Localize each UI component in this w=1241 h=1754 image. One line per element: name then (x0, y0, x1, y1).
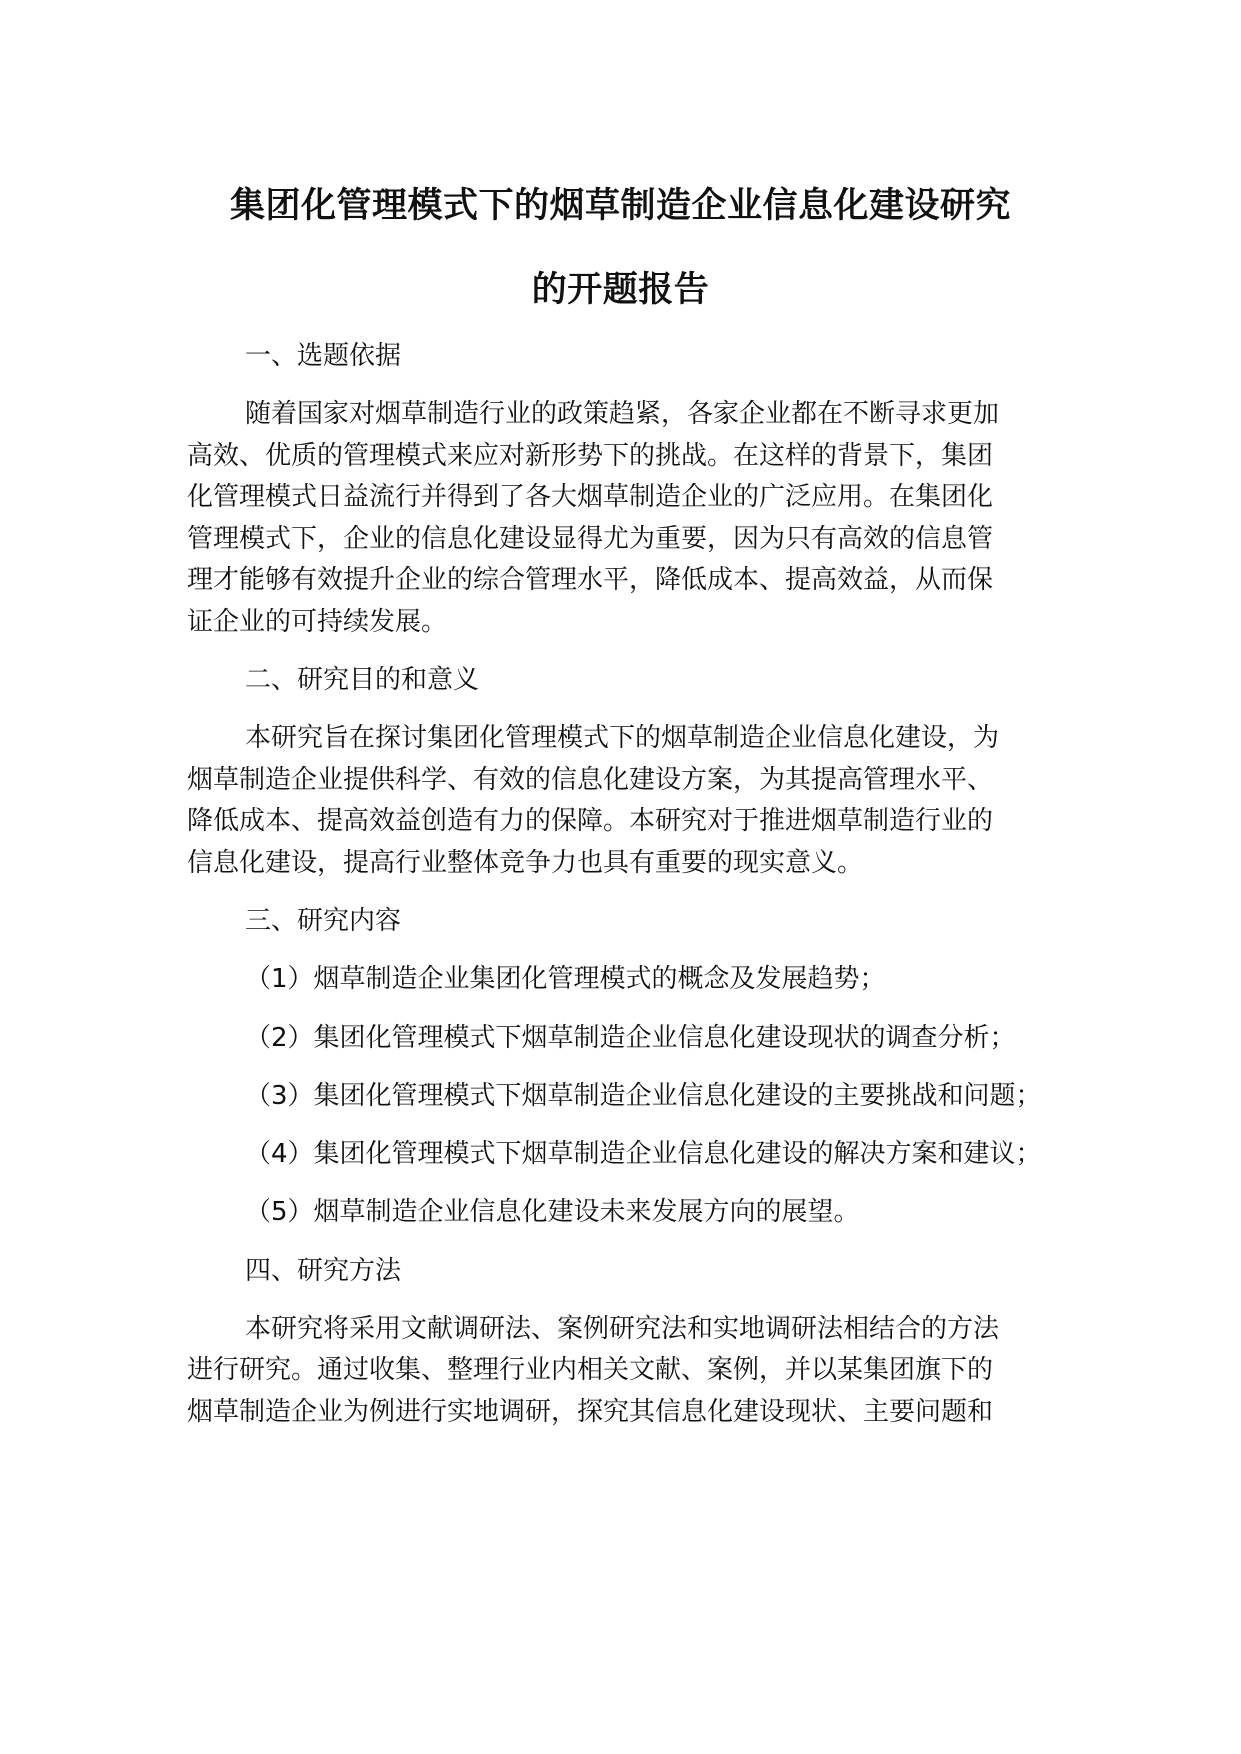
section-1-line: 理才能够有效提升企业的综合管理水平，降低成本、提高效益，从而保 (187, 565, 994, 595)
research-content-item: （1）烟草制造企业集团化管理模式的概念及发展趋势； (245, 964, 886, 994)
document-title-line-2: 的开题报告 (531, 270, 710, 310)
section-1-line: 化管理模式日益流行并得到了各大烟草制造企业的广泛应用。在集团化 (187, 482, 994, 512)
section-1-line: 随着国家对烟草制造行业的政策趋紧，各家企业都在不断寻求更加 (245, 399, 1000, 429)
section-2-line: 本研究旨在探讨集团化管理模式下的烟草制造企业信息化建设，为 (245, 723, 1000, 753)
document-title-line-1: 集团化管理模式下的烟草制造企业信息化建设研究 (229, 186, 1011, 226)
section-2-heading: 二、研究目的和意义 (245, 665, 480, 695)
section-4-line: 进行研究。通过收集、整理行业内相关文献、案例，并以某集团旗下的 (187, 1355, 994, 1385)
section-2-line: 烟草制造企业提供科学、有效的信息化建设方案，为其提高管理水平、 (187, 765, 994, 795)
research-content-item: （5）烟草制造企业信息化建设未来发展方向的展望。 (245, 1197, 860, 1227)
section-4-line: 烟草制造企业为例进行实地调研，探究其信息化建设现状、主要问题和 (187, 1397, 994, 1427)
section-2-line: 信息化建设，提高行业整体竞争力也具有重要的现实意义。 (187, 848, 864, 878)
section-1-line: 管理模式下，企业的信息化建设显得尤为重要，因为只有高效的信息管 (187, 524, 994, 554)
section-2-line: 降低成本、提高效益创造有力的保障。本研究对于推进烟草制造行业的 (187, 806, 994, 836)
research-content-item: （3）集团化管理模式下烟草制造企业信息化建设的主要挑战和问题； (245, 1081, 1042, 1111)
section-4-heading: 四、研究方法 (245, 1256, 402, 1286)
section-1-line: 高效、优质的管理模式来应对新形势下的挑战。在这样的背景下，集团 (187, 441, 994, 471)
section-1-heading: 一、选题依据 (245, 341, 402, 371)
research-content-item: （2）集团化管理模式下烟草制造企业信息化建设现状的调查分析； (245, 1023, 1016, 1053)
research-content-item: （4）集团化管理模式下烟草制造企业信息化建设的解决方案和建议； (245, 1139, 1042, 1169)
section-4-line: 本研究将采用文献调研法、案例研究法和实地调研法相结合的方法 (245, 1314, 1000, 1344)
section-3-heading: 三、研究内容 (245, 906, 402, 936)
section-1-line: 证企业的可持续发展。 (187, 607, 448, 637)
